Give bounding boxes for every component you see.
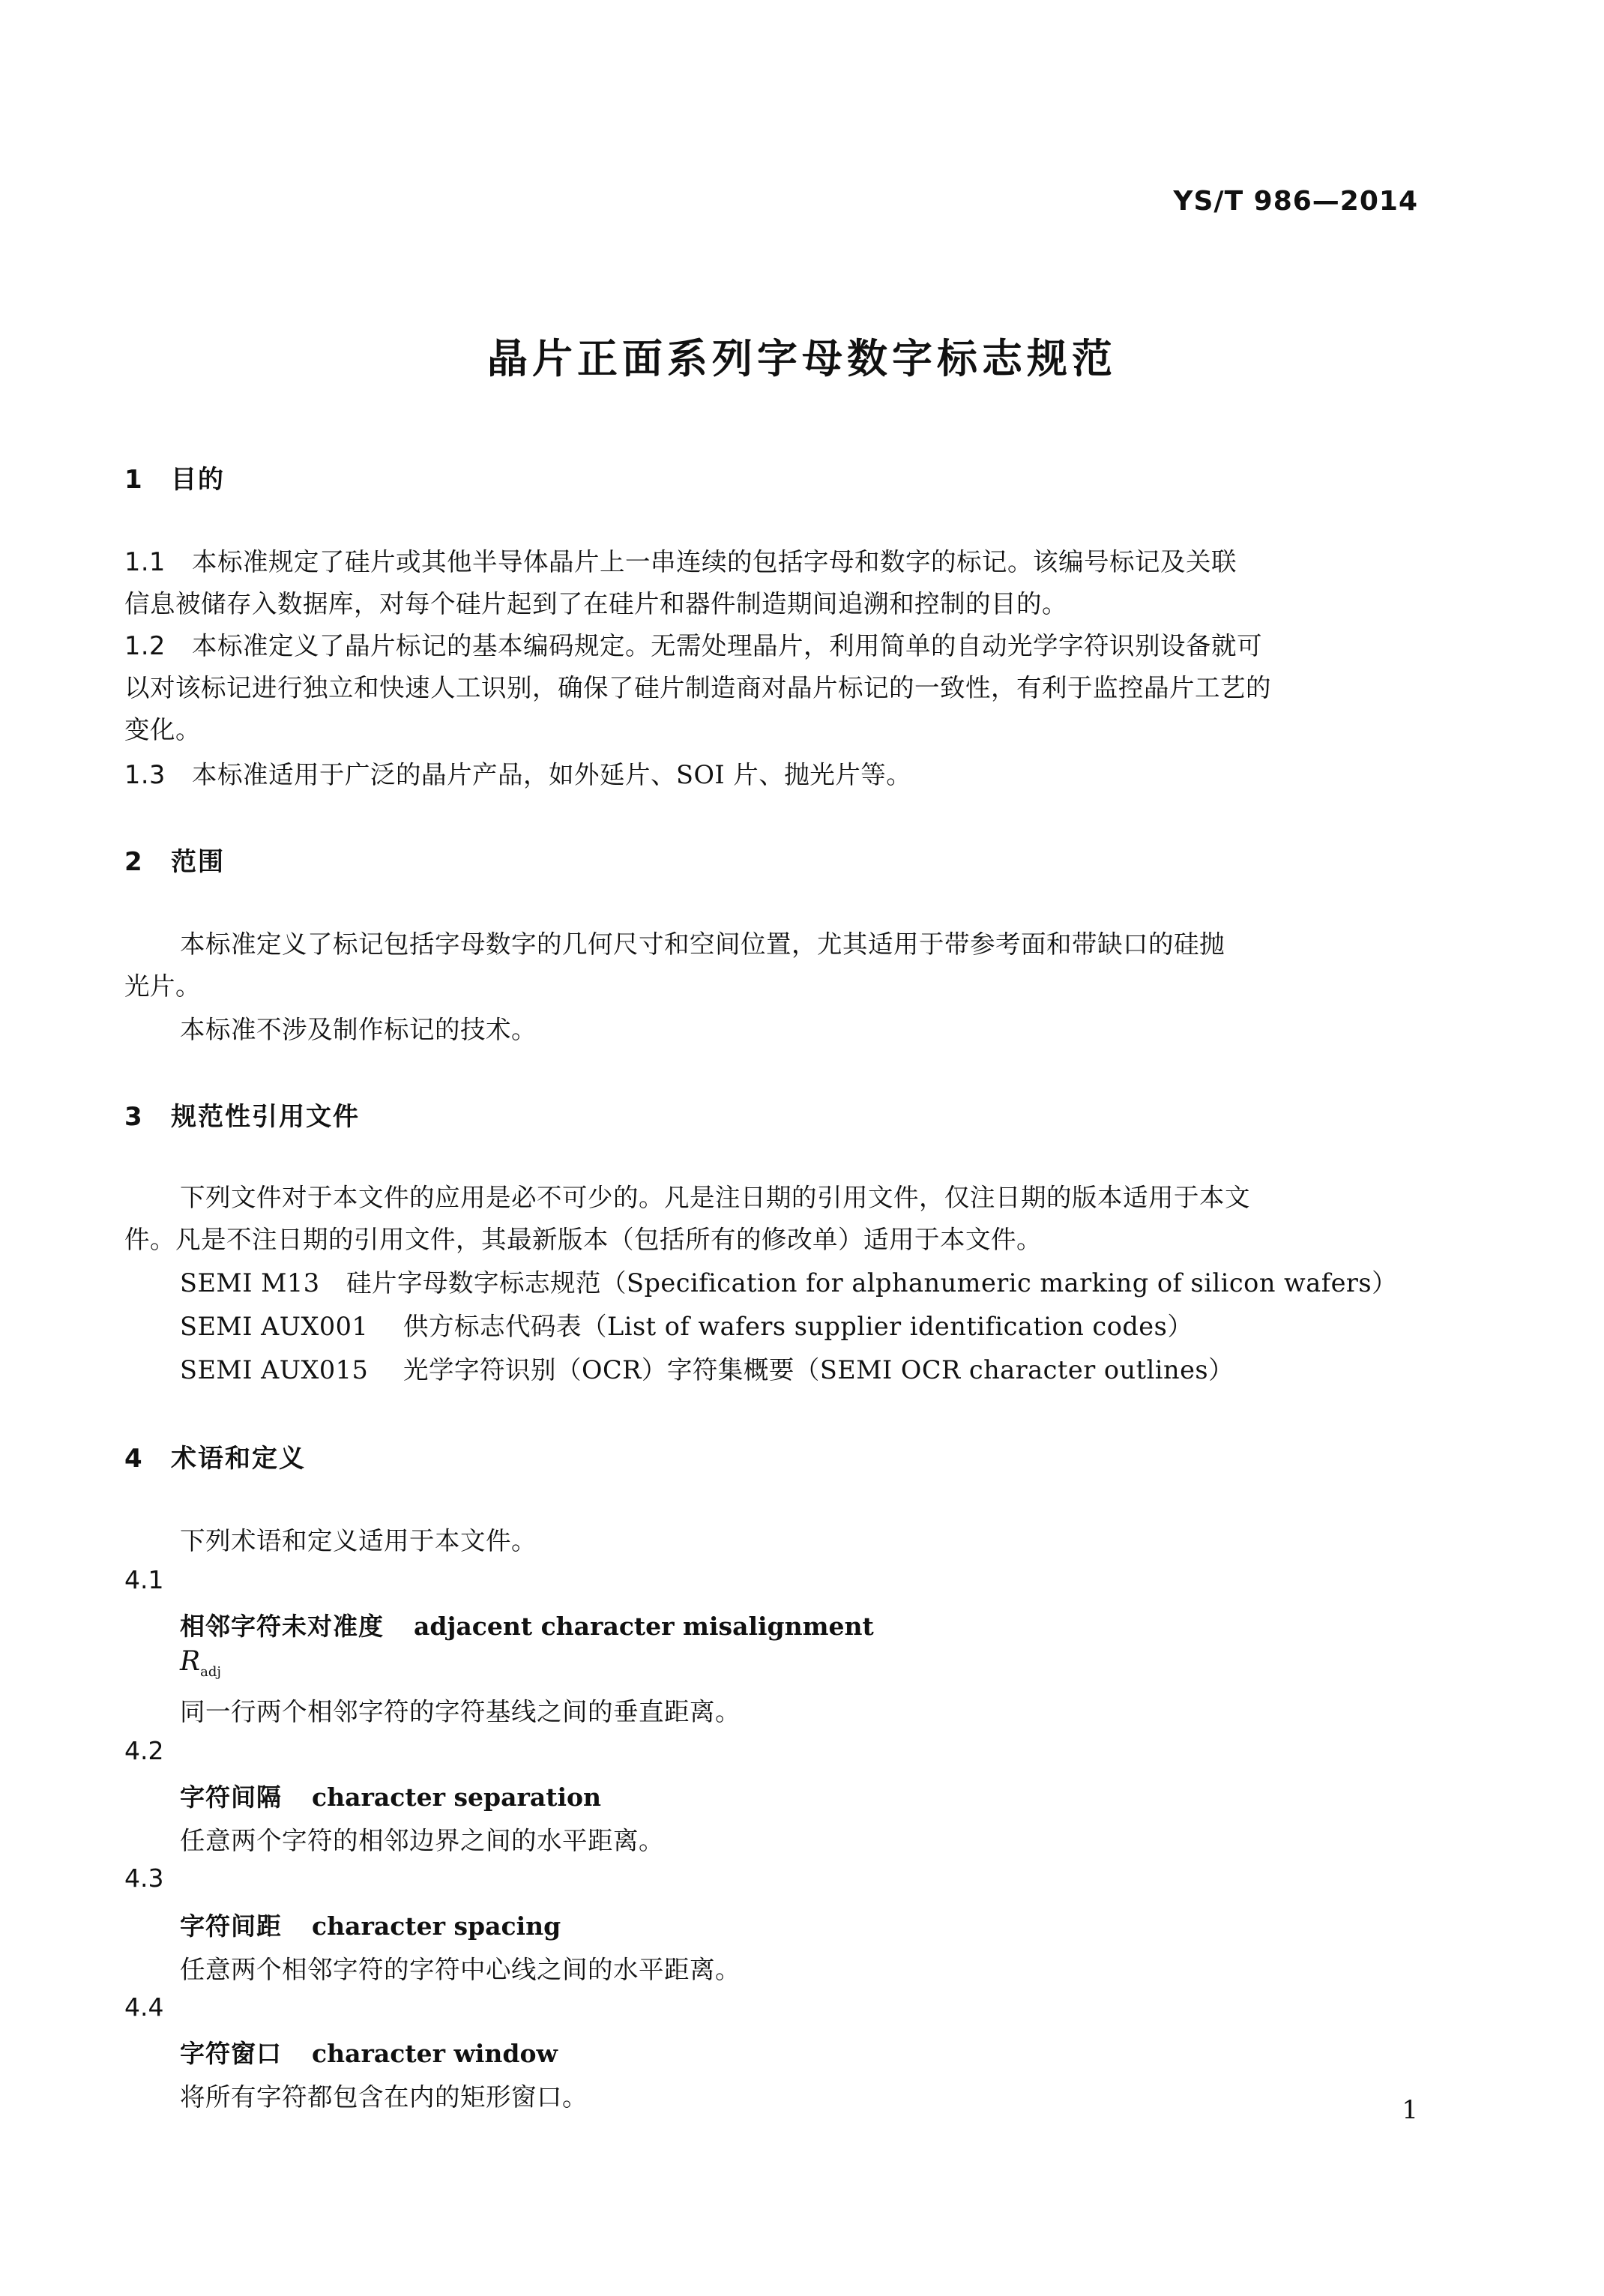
section-3-heading — [124, 1096, 360, 1133]
clause-number: 1.3 — [124, 760, 166, 789]
clause-1-1-line-2: 信息被储存入数据库，对每个硅片起到了在硅片和器件制造期间追溯和控制的目的。 — [124, 589, 1067, 618]
references-para-line-1: 下列文件对于本文件的应用是必不可少的。凡是注日期的引用文件，仅注日期的版本适用于本文 — [180, 1183, 1250, 1212]
standard-code: YS/T 986—2014 — [1173, 186, 1418, 217]
term-english: character spacing — [312, 1911, 561, 1941]
clause-number: 1.2 — [124, 631, 166, 660]
term-chinese: 字符窗口 — [180, 2039, 282, 2068]
term-definition: 将所有字符都包含在内的矩形窗口。 — [180, 2082, 588, 2112]
clause-1-2-line-1 — [124, 625, 1262, 662]
section-number: 2 — [124, 847, 144, 877]
reference-code: SEMI M13 — [180, 1268, 320, 1298]
term-english: character separation — [312, 1783, 602, 1812]
reference-item — [180, 1349, 1234, 1386]
section-4-heading — [124, 1438, 306, 1474]
clause-text: 本标准定义了晶片标记的基本编码规定。无需处理晶片，利用简单的自动光学字符识别设备就可 — [192, 631, 1262, 660]
term-chinese: 字符间隔 — [180, 1783, 282, 1812]
reference-title: 供方标志代码表（List of wafers supplier identification codes） — [403, 1312, 1193, 1341]
clause-1-2-line-3: 变化。 — [124, 715, 201, 744]
scope-para-1-line-2: 光片。 — [124, 971, 201, 1001]
section-title: 目的 — [171, 465, 225, 495]
scope-para-1-line-1: 本标准定义了标记包括字母数字的几何尺寸和空间位置，尤其适用于带参考面和带缺口的硅抛 — [180, 929, 1225, 959]
symbol-subscript: adj — [200, 1664, 221, 1681]
section-number: 1 — [124, 465, 144, 495]
term-symbol — [180, 1646, 221, 1680]
section-2-heading — [124, 841, 225, 878]
reference-code: SEMI AUX001 — [180, 1312, 369, 1341]
term-chinese: 字符间距 — [180, 1911, 282, 1941]
term-number: 4.2 — [124, 1736, 164, 1765]
section-title: 范围 — [171, 847, 225, 877]
section-title: 术语和定义 — [171, 1444, 306, 1474]
term-heading — [180, 2034, 558, 2070]
term-number: 4.4 — [124, 1992, 164, 2022]
clause-1-1-line-1 — [124, 541, 1237, 578]
document-title: 晶片正面系列字母数字标志规范 — [487, 335, 1117, 382]
reference-title: 硅片字母数字标志规范（Specification for alphanumeric marking of silicon wafers） — [346, 1268, 1398, 1298]
terms-intro: 下列术语和定义适用于本文件。 — [180, 1526, 537, 1555]
scope-para-2: 本标准不涉及制作标记的技术。 — [180, 1015, 537, 1044]
term-definition: 任意两个相邻字符的字符中心线之间的水平距离。 — [180, 1955, 741, 1984]
clause-text: 本标准适用于广泛的晶片产品，如外延片、SOI 片、抛光片等。 — [192, 760, 912, 789]
clause-text: 本标准规定了硅片或其他半导体晶片上一串连续的包括字母和数字的标记。该编号标记及关联 — [192, 547, 1237, 576]
references-para-line-2: 件。凡是不注日期的引用文件，其最新版本（包括所有的修改单）适用于本文件。 — [124, 1225, 1042, 1254]
clause-1-3-line-1 — [124, 754, 911, 791]
term-definition: 任意两个字符的相邻边界之间的水平距离。 — [180, 1826, 664, 1855]
term-definition: 同一行两个相邻字符的字符基线之间的垂直距离。 — [180, 1697, 741, 1726]
section-1-heading — [124, 459, 225, 495]
reference-item — [180, 1306, 1193, 1343]
term-number: 4.3 — [124, 1863, 164, 1893]
section-number: 4 — [124, 1444, 144, 1474]
term-heading — [180, 1778, 601, 1813]
section-number: 3 — [124, 1102, 144, 1132]
term-heading — [180, 1607, 874, 1642]
page-number: 1 — [1402, 2095, 1418, 2125]
reference-title: 光学字符识别（OCR）字符集概要（SEMI OCR character outlines） — [403, 1355, 1234, 1384]
section-title: 规范性引用文件 — [171, 1102, 360, 1132]
term-english: adjacent character misalignment — [414, 1612, 874, 1641]
clause-number: 1.1 — [124, 547, 166, 576]
term-heading — [180, 1907, 561, 1942]
reference-item — [180, 1262, 1397, 1299]
term-chinese: 相邻字符未对准度 — [180, 1612, 384, 1641]
symbol-letter: R — [180, 1646, 201, 1677]
clause-1-2-line-2: 以对该标记进行独立和快速人工识别，确保了硅片制造商对晶片标记的一致性，有利于监控晶片工艺的 — [124, 673, 1271, 702]
term-english: character window — [312, 2039, 558, 2068]
term-number: 4.1 — [124, 1565, 164, 1594]
reference-code: SEMI AUX015 — [180, 1355, 369, 1384]
